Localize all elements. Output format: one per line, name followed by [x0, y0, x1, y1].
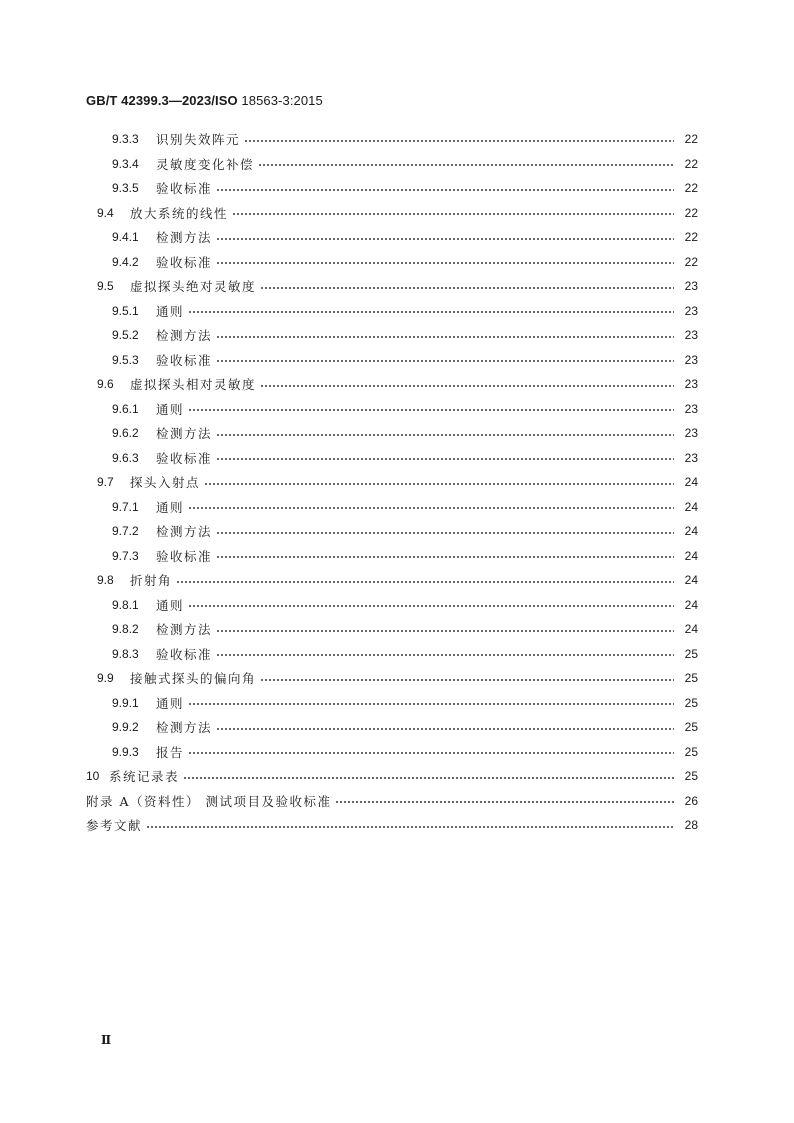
dot-leader	[188, 409, 674, 411]
toc-entry[interactable]	[0, 127, 794, 152]
toc-entry-number: 9.6.3	[112, 450, 139, 465]
toc-entry-page: 24	[684, 622, 698, 637]
toc-entry-title: 虚拟探头相对灵敏度	[130, 377, 257, 393]
toc-entry-page: 23	[684, 328, 698, 343]
toc-entry[interactable]	[0, 740, 794, 765]
toc-entry-page: 23	[684, 377, 698, 392]
toc-entry-number: 9.8.2	[112, 622, 139, 637]
toc-entry-title: 参考文献	[86, 818, 143, 834]
dot-leader	[188, 752, 674, 754]
toc-entry-page: 28	[684, 818, 698, 833]
dot-leader	[260, 287, 674, 289]
toc-entry-number: 9.8	[97, 573, 114, 588]
toc-entry-page: 22	[684, 181, 698, 196]
toc-entry-title: 验收标准	[156, 352, 213, 368]
toc-entry-title: 接触式探头的偏向角	[130, 671, 257, 687]
toc-entry-title: 灵敏度变化补偿	[156, 156, 255, 172]
toc-entry-title: 验收标准	[156, 181, 213, 197]
toc-entry-page: 25	[684, 695, 698, 710]
dot-leader	[216, 458, 674, 460]
page-number: Ⅱ	[101, 1033, 112, 1047]
dot-leader	[216, 728, 674, 730]
toc-entry-title: 通则	[156, 401, 185, 417]
toc-entry-number: 9.7.2	[112, 524, 139, 539]
toc-entry[interactable]	[0, 421, 794, 446]
toc-entry-page: 25	[684, 646, 698, 661]
toc-entry-title: 报告	[156, 744, 185, 760]
document-header	[86, 93, 323, 108]
dot-leader	[335, 801, 674, 803]
toc-entry-title: 验收标准	[156, 646, 213, 662]
toc-entry-page: 22	[684, 132, 698, 147]
toc-entry-title: 检测方法	[156, 622, 213, 638]
toc-entry-title: 检测方法	[156, 720, 213, 736]
toc-entry-page: 23	[684, 450, 698, 465]
toc-entry-page: 23	[684, 352, 698, 367]
toc-entry-number: 9.4.1	[112, 230, 139, 245]
toc-entry-page: 23	[684, 426, 698, 441]
toc-entry-page: 24	[684, 475, 698, 490]
toc-entry[interactable]	[0, 666, 794, 691]
toc-entry-number: 9.5.2	[112, 328, 139, 343]
toc-entry[interactable]	[0, 176, 794, 201]
toc-entry[interactable]	[0, 593, 794, 618]
toc-entry-page: 23	[684, 401, 698, 416]
dot-leader	[216, 336, 674, 338]
toc-entry[interactable]	[0, 470, 794, 495]
toc-entry[interactable]	[0, 789, 794, 814]
toc-entry-page: 22	[684, 156, 698, 171]
toc-entry-title: 通则	[156, 597, 185, 613]
toc-entry-number: 9.9.3	[112, 744, 139, 759]
toc-entry-page: 26	[684, 793, 698, 808]
toc-entry-number: 9.3.4	[112, 156, 139, 171]
toc-entry[interactable]	[0, 446, 794, 471]
dot-leader	[216, 654, 674, 656]
toc-entry-number: 9.3.5	[112, 181, 139, 196]
toc-entry-number: 9.7.3	[112, 548, 139, 563]
toc-entry[interactable]	[0, 519, 794, 544]
dot-leader	[216, 262, 674, 264]
toc-entry-page: 25	[684, 744, 698, 759]
toc-entry-number: 9.7	[97, 475, 114, 490]
toc-entry-number: 9.5.1	[112, 303, 139, 318]
toc-entry-page: 24	[684, 524, 698, 539]
toc-entry[interactable]	[0, 348, 794, 373]
toc-entry-title: 探头入射点	[130, 475, 201, 491]
toc-entry-number: 9.8.1	[112, 597, 139, 612]
toc-entry-number: 9.6.2	[112, 426, 139, 441]
dot-leader	[188, 507, 674, 509]
toc-entry-number: 9.4	[97, 205, 114, 220]
toc-entry-title: 通则	[156, 499, 185, 515]
standard-number: GB/T 42399.3—2023/ISO	[86, 93, 238, 108]
toc-entry-page: 25	[684, 769, 698, 784]
toc-entry-title: 识别失效阵元	[156, 132, 241, 148]
dot-leader	[216, 556, 674, 558]
dot-leader	[204, 483, 674, 485]
toc-entry[interactable]	[0, 274, 794, 299]
toc-entry-number: 9.8.3	[112, 646, 139, 661]
toc-entry[interactable]	[0, 201, 794, 226]
dot-leader	[146, 826, 674, 828]
dot-leader	[176, 581, 674, 583]
dot-leader	[183, 777, 674, 779]
toc-entry[interactable]	[0, 495, 794, 520]
toc-entry[interactable]	[0, 691, 794, 716]
toc-entry[interactable]	[0, 544, 794, 569]
toc-entry[interactable]	[0, 299, 794, 324]
toc-entry-title: 通则	[156, 695, 185, 711]
toc-entry-page: 22	[684, 254, 698, 269]
toc-entry-page: 24	[684, 548, 698, 563]
toc-entry-number: 9.6.1	[112, 401, 139, 416]
toc-entry-page: 24	[684, 573, 698, 588]
toc-entry-title: 附录 A（资料性） 测试项目及验收标准	[86, 793, 332, 809]
toc-entry-page: 25	[684, 671, 698, 686]
toc-entry-page: 25	[684, 720, 698, 735]
dot-leader	[216, 360, 674, 362]
toc-entry-page: 23	[684, 279, 698, 294]
toc-entry-number: 9.7.1	[112, 499, 139, 514]
toc-entry-number: 9.3.3	[112, 132, 139, 147]
dot-leader	[188, 703, 674, 705]
toc-entry-title: 验收标准	[156, 254, 213, 270]
dot-leader	[232, 213, 674, 215]
toc-entry[interactable]	[0, 715, 794, 740]
toc-entry[interactable]	[0, 372, 794, 397]
toc-entry-title: 系统记录表	[109, 769, 180, 785]
toc-entry-page: 22	[684, 205, 698, 220]
toc-entry-number: 9.9.2	[112, 720, 139, 735]
toc-entry-title: 虚拟探头绝对灵敏度	[130, 279, 257, 295]
toc-entry[interactable]	[0, 813, 794, 838]
toc-entry-title: 检测方法	[156, 426, 213, 442]
table-of-contents	[0, 127, 794, 838]
dot-leader	[216, 630, 674, 632]
toc-entry[interactable]	[0, 642, 794, 667]
toc-entry-number: 9.4.2	[112, 254, 139, 269]
toc-entry[interactable]	[0, 250, 794, 275]
dot-leader	[188, 605, 674, 607]
toc-entry-page: 22	[684, 230, 698, 245]
dot-leader	[244, 140, 674, 142]
toc-entry-page: 24	[684, 499, 698, 514]
dot-leader	[260, 679, 674, 681]
toc-entry[interactable]	[0, 568, 794, 593]
toc-entry-number: 10	[86, 769, 100, 784]
toc-entry-title: 验收标准	[156, 548, 213, 564]
toc-entry-title: 放大系统的线性	[130, 205, 229, 221]
dot-leader	[260, 385, 674, 387]
toc-entry[interactable]	[0, 225, 794, 250]
dot-leader	[258, 164, 674, 166]
dot-leader	[216, 434, 674, 436]
toc-entry-page: 23	[684, 303, 698, 318]
toc-entry[interactable]	[0, 152, 794, 177]
toc-entry-title: 通则	[156, 303, 185, 319]
toc-entry-title: 折射角	[130, 573, 173, 589]
toc-entry[interactable]	[0, 764, 794, 789]
dot-leader	[216, 189, 674, 191]
toc-entry[interactable]	[0, 323, 794, 348]
toc-entry-title: 检测方法	[156, 524, 213, 540]
dot-leader	[188, 311, 674, 313]
toc-entry[interactable]	[0, 397, 794, 422]
toc-entry-number: 9.5	[97, 279, 114, 294]
toc-entry-title: 检测方法	[156, 230, 213, 246]
toc-entry-title: 验收标准	[156, 450, 213, 466]
toc-entry[interactable]	[0, 617, 794, 642]
iso-number: 18563-3:2015	[241, 93, 323, 108]
toc-entry-number: 9.5.3	[112, 352, 139, 367]
dot-leader	[216, 532, 674, 534]
toc-entry-number: 9.9.1	[112, 695, 139, 710]
toc-entry-title: 检测方法	[156, 328, 213, 344]
dot-leader	[216, 238, 674, 240]
toc-entry-number: 9.9	[97, 671, 114, 686]
toc-entry-page: 24	[684, 597, 698, 612]
toc-entry-number: 9.6	[97, 377, 114, 392]
